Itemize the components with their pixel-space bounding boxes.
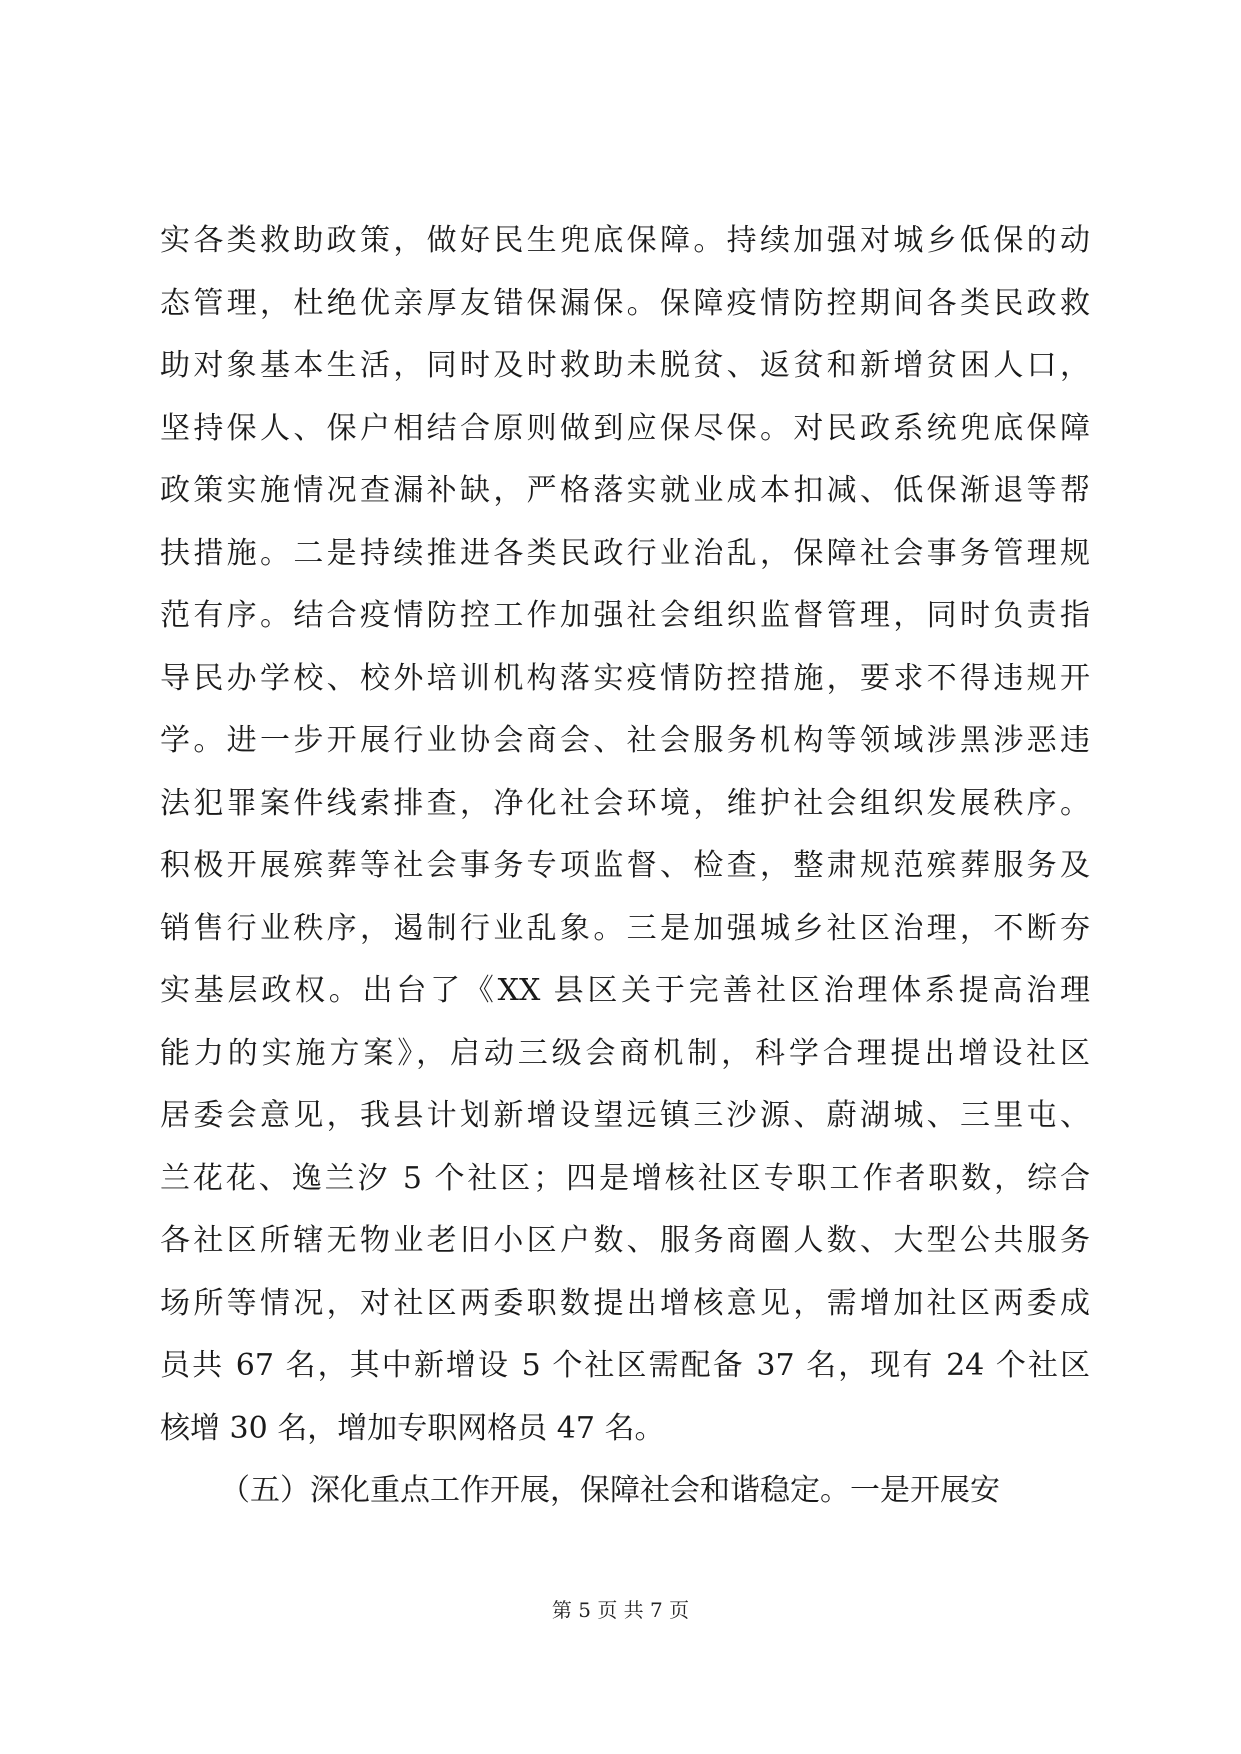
text-line: 助对象基本生活，同时及时救助未脱贫、返贫和新增贫困人口， bbox=[160, 348, 1090, 383]
text-line: 销售行业秩序，遏制行业乱象。三是加强城乡社区治理，不断夯 bbox=[160, 910, 1090, 946]
text-line: 范有序。结合疫情防控工作加强社会组织监督管理，同时负责指 bbox=[160, 598, 1090, 633]
text-line: 法犯罪案件线索排查，净化社会环境，维护社会组织发展秩序。 bbox=[160, 785, 1090, 821]
text-line: 态管理，杜绝优亲厚友错保漏保。保障疫情防控期间各类民政救 bbox=[160, 285, 1090, 321]
text-line: 积极开展殡葬等社会事务专项监督、检查，整肃规范殡葬服务及 bbox=[160, 848, 1090, 883]
body-text bbox=[160, 210, 1090, 1523]
text-line: 政策实施情况查漏补缺，严格落实就业成本扣减、低保渐退等帮 bbox=[160, 473, 1090, 508]
text-line: 员共 67 名，其中新增设 5 个社区需配备 37 名，现有 24 个社区 bbox=[160, 1348, 1090, 1383]
text-line: 坚持保人、保户相结合原则做到应保尽保。对民政系统兜底保障 bbox=[160, 410, 1090, 446]
text-line: 兰花花、逸兰汐 5 个社区；四是增核社区专职工作者职数，综合 bbox=[160, 1160, 1090, 1196]
text-line: 导民办学校、校外培训机构落实疫情防控措施，要求不得违规开 bbox=[160, 660, 1090, 696]
section-heading-line: （五）深化重点工作开展，保障社会和谐稳定。一是开展安 bbox=[220, 1473, 1000, 1508]
text-line: 扶措施。二是持续推进各类民政行业治乱，保障社会事务管理规 bbox=[160, 535, 1090, 571]
text-line-paragraph-end: 核增 30 名，增加专职网格员 47 名。 bbox=[160, 1410, 665, 1446]
text-line: 各社区所辖无物业老旧小区户数、服务商圈人数、大型公共服务 bbox=[160, 1223, 1090, 1258]
text-line: 学。进一步开展行业协会商会、社会服务机构等领域涉黑涉恶违 bbox=[160, 723, 1090, 758]
text-line: 场所等情况，对社区两委职数提出增核意见，需增加社区两委成 bbox=[160, 1285, 1090, 1321]
text-line: 实各类救助政策，做好民生兜底保障。持续加强对城乡低保的动 bbox=[160, 223, 1090, 258]
page-footer: 第 5 页 共 7 页 bbox=[551, 1598, 690, 1622]
text-line: 能力的实施方案》，启动三级会商机制，科学合理提出增设社区 bbox=[160, 1035, 1090, 1071]
text-line: 居委会意见，我县计划新增设望远镇三沙源、蔚湖城、三里屯、 bbox=[160, 1098, 1090, 1133]
text-line: 实基层政权。出台了《XX 县区关于完善社区治理体系提高治理 bbox=[160, 973, 1090, 1008]
